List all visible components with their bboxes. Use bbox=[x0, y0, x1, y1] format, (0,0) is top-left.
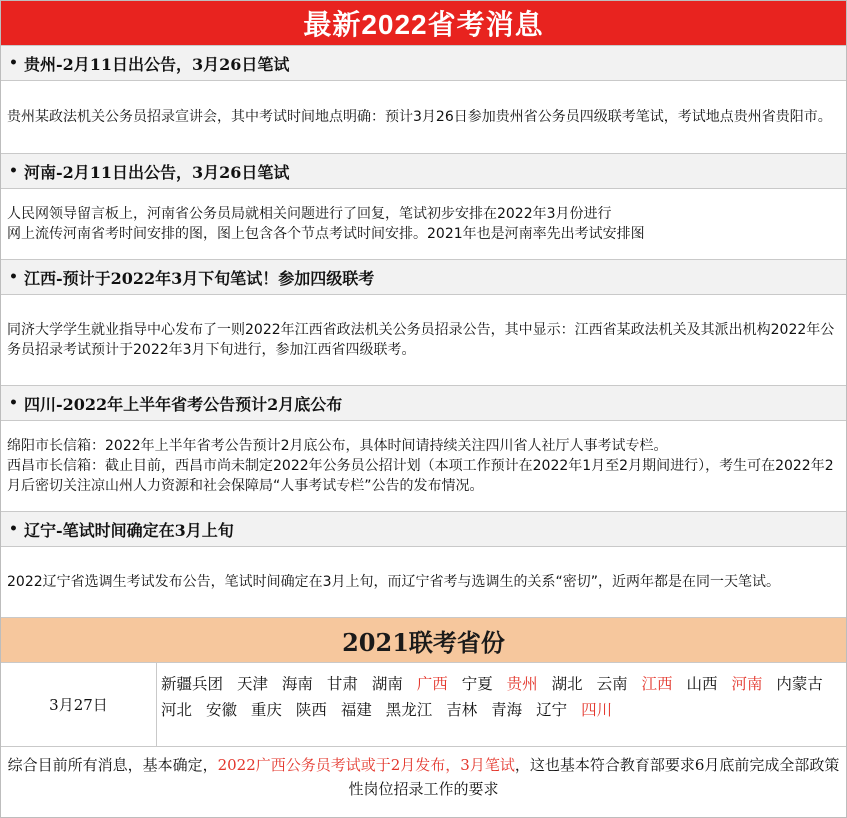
province-item: 广西 bbox=[416, 675, 448, 693]
section-paragraph: 人民网领导留言板上，河南省公务员局就相关问题进行了回复，笔试初步安排在2022年3月份进行 bbox=[7, 206, 612, 222]
province-item: 青海 bbox=[491, 701, 523, 719]
province-item: 山西 bbox=[686, 675, 718, 693]
section-body-jiangxi bbox=[1, 295, 846, 385]
province-item: 贵州 bbox=[506, 675, 538, 693]
joint-exam-date-cell bbox=[1, 663, 157, 746]
section-paragraph: 绵阳市长信箱：2022年上半年省考公告预计2月底公布，具体时间请持续关注四川省人社厅人事考试专栏。 bbox=[7, 438, 668, 454]
section-heading-text: 辽宁-笔试时间确定在3月上旬 bbox=[23, 520, 234, 540]
joint-exam-table bbox=[1, 663, 846, 747]
province-item: 甘肃 bbox=[326, 675, 358, 693]
province-list bbox=[157, 663, 846, 746]
section-heading-text: 四川-2022年上半年省考公告预计2月底公布 bbox=[23, 394, 343, 414]
province-item: 吉林 bbox=[446, 701, 478, 719]
section-body-liaoning bbox=[1, 547, 846, 617]
province-item: 新疆兵团 bbox=[161, 675, 224, 693]
section-heading-guizhou bbox=[1, 45, 846, 81]
province-item: 安徽 bbox=[205, 701, 237, 719]
section-heading-text: 河南-2月11日出公告，3月26日笔试 bbox=[23, 162, 290, 182]
joint-exam-title: 2021联考省份 bbox=[342, 627, 505, 657]
section-heading-text: 江西-预计于2022年3月下旬笔试！参加四级联考 bbox=[23, 268, 375, 288]
summary-prefix: 综合目前所有消息，基本确定， bbox=[7, 756, 218, 774]
bullet-icon: • bbox=[9, 163, 18, 179]
page-title-banner bbox=[1, 1, 846, 45]
section-body-sichuan bbox=[1, 421, 846, 511]
province-item: 河北 bbox=[161, 701, 193, 719]
page-title: 最新2022省考消息 bbox=[303, 9, 544, 40]
province-item: 湖北 bbox=[551, 675, 583, 693]
bullet-icon: • bbox=[9, 269, 18, 285]
province-item: 黑龙江 bbox=[385, 701, 433, 719]
section-paragraph: 西昌市长信箱：截止目前，西昌市尚未制定2022年公务员公招计划（本项工作预计在2022年1月至2月期间进行），考生可在2022年2月后密切关注凉山州人力资源和社会保障局“人事考试专栏”公告的发布情况。 bbox=[7, 458, 834, 494]
province-item: 宁夏 bbox=[461, 675, 493, 693]
section-heading-henan bbox=[1, 153, 846, 189]
province-item: 辽宁 bbox=[536, 701, 568, 719]
province-item: 天津 bbox=[236, 675, 268, 693]
summary-suffix: ，这也基本符合教育部要求6月底前完成全部政策性岗位招录工作的要求 bbox=[348, 756, 840, 798]
joint-exam-date: 3月27日 bbox=[49, 696, 108, 714]
province-item: 河南 bbox=[731, 675, 763, 693]
province-item: 四川 bbox=[581, 701, 613, 719]
section-paragraph: 2022辽宁省选调生考试发布公告，笔试时间确定在3月上旬，而辽宁省考与选调生的关系“密切”，近两年都是在同一天笔试。 bbox=[7, 574, 781, 590]
summary-paragraph bbox=[1, 747, 846, 801]
bullet-icon: • bbox=[9, 521, 18, 537]
province-item: 湖南 bbox=[371, 675, 403, 693]
summary-highlight: 2022广西公务员考试或于2月发布，3月笔试 bbox=[217, 756, 515, 774]
section-paragraph: 同济大学学生就业指导中心发布了一则2022年江西省政法机关公务员招录公告，其中显示：江西省某政法机关及其派出机构2022年公务员招录考试预计于2022年3月下旬进行，参加江西省四级联考。 bbox=[7, 322, 835, 358]
section-heading-sichuan bbox=[1, 385, 846, 421]
province-item: 内蒙古 bbox=[776, 675, 823, 693]
province-item: 云南 bbox=[596, 675, 628, 693]
joint-exam-title-band bbox=[1, 617, 846, 663]
bullet-icon: • bbox=[9, 395, 18, 411]
bullet-icon: • bbox=[9, 55, 18, 71]
section-body-henan bbox=[1, 189, 846, 259]
province-item: 陕西 bbox=[295, 701, 327, 719]
section-heading-text: 贵州-2月11日出公告，3月26日笔试 bbox=[23, 54, 290, 74]
province-item: 福建 bbox=[340, 701, 372, 719]
section-paragraph: 贵州某政法机关公务员招录宣讲会，其中考试时间地点明确：预计3月26日参加贵州省公务员四级联考笔试，考试地点贵州省贵阳市。 bbox=[7, 109, 832, 125]
province-item: 海南 bbox=[281, 675, 313, 693]
province-item: 江西 bbox=[641, 675, 673, 693]
section-heading-jiangxi bbox=[1, 259, 846, 295]
section-paragraph: 网上流传河南省考时间安排的图，图上包含各个节点考试时间安排。2021年也是河南率先出考试安排图 bbox=[7, 226, 645, 242]
section-heading-liaoning bbox=[1, 511, 846, 547]
section-body-guizhou bbox=[1, 81, 846, 153]
province-item: 重庆 bbox=[250, 701, 282, 719]
